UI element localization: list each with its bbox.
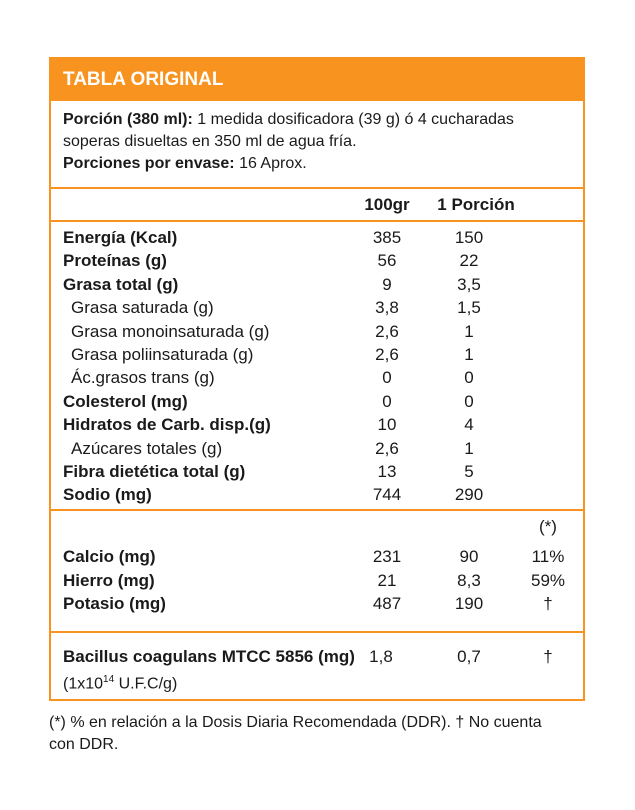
nutrient-portion-value: 0 — [464, 368, 474, 388]
portion-line-2: soperas disueltas en 350 ml de agua fría. — [63, 133, 357, 150]
nutrient-label: Hidratos de Carb. disp.(g) — [63, 415, 271, 435]
nutrient-label: Sodio (mg) — [63, 485, 152, 505]
footnote-line-2: con DDR. — [49, 736, 119, 753]
portion-label: Porción (380 ml): — [63, 111, 193, 128]
mineral-ddr-value: † — [543, 594, 553, 613]
nutrient-label: Grasa poliinsaturada (g) — [71, 345, 254, 364]
mineral-portion-value: 90 — [459, 547, 479, 566]
divider — [51, 187, 583, 189]
column-header-100g: 100gr — [364, 195, 410, 214]
nutrient-portion-value: 1 — [464, 438, 474, 458]
nutrient-portion-value: 150 — [454, 228, 484, 247]
probiotic-ddr-value: † — [543, 647, 553, 666]
nutrient-label: Grasa total (g) — [63, 274, 179, 294]
nutrient-label: Energía (Kcal) — [63, 228, 178, 247]
nutrient-100g-value: 744 — [372, 485, 402, 505]
nutrient-label: Colesterol (mg) — [63, 391, 188, 411]
footnote — [49, 712, 594, 756]
probiotic-label: Bacillus coagulans MTCC 5856 (mg) — [63, 647, 355, 666]
probiotic-portion-value: 0,7 — [457, 647, 481, 666]
mineral-portion-value: 8,3 — [457, 570, 481, 590]
nutrient-100g-value: 385 — [372, 228, 402, 247]
nutrient-portion-value: 5 — [464, 462, 474, 481]
nutrient-portion-value: 1 — [464, 345, 474, 364]
mineral-portion-value: 190 — [454, 594, 484, 613]
nutrient-100g-value: 56 — [377, 251, 397, 271]
mineral-label: Hierro (mg) — [63, 570, 155, 590]
nutrient-label: Proteínas (g) — [63, 251, 167, 271]
nutrient-portion-value: 0 — [464, 391, 474, 411]
servings-value: 16 Aprox. — [234, 155, 307, 172]
nutrient-100g-value: 0 — [382, 391, 392, 411]
nutrient-portion-value: 4 — [464, 415, 474, 435]
divider — [51, 220, 583, 222]
portion-line-1 — [63, 109, 514, 130]
nutrient-portion-value: 1 — [464, 321, 474, 341]
nutrient-100g-value: 10 — [377, 415, 397, 435]
probiotic-count: ($1x10^{14}$ U.F.C/g) — [63, 674, 178, 693]
nutrient-portion-value: 1,5 — [457, 298, 481, 318]
servings-line — [63, 153, 307, 174]
nutrient-100g-value: 2,6 — [375, 321, 399, 341]
nutrient-label: Grasa monoinsaturada (g) — [71, 321, 270, 341]
divider — [51, 631, 583, 633]
nutrient-portion-value: 3,5 — [457, 274, 481, 294]
nutrient-portion-value: 290 — [454, 485, 484, 505]
mineral-label: Calcio (mg) — [63, 547, 156, 566]
nutrient-portion-value: 22 — [459, 251, 479, 271]
mineral-100g-value: 21 — [377, 570, 397, 590]
nutrient-label: Azúcares totales (g) — [71, 438, 223, 458]
nutrient-label: Ác.grasos trans (g) — [71, 368, 215, 388]
portion-text: 1 medida dosificadora (39 g) ó 4 cucharadas — [192, 111, 514, 128]
mineral-ddr-value: 11% — [531, 547, 565, 566]
mineral-label: Potasio (mg) — [63, 594, 166, 613]
nutrition-table — [49, 57, 585, 701]
footnote-line-1: (*) % en relación a la Dosis Diaria Recomendada (DDR). † No cuenta — [49, 714, 542, 731]
divider — [51, 509, 583, 511]
probiotic-100g-value: 1,8 — [369, 647, 393, 666]
nutrient-100g-value: 2,6 — [375, 345, 399, 364]
column-header-portion: 1 Porción — [437, 195, 515, 214]
mineral-100g-value: 487 — [372, 594, 402, 613]
ddr-column-header: (*) — [539, 517, 557, 536]
table-title: TABLA ORIGINAL — [51, 59, 583, 101]
nutrient-label: Grasa saturada (g) — [71, 298, 214, 318]
nutrient-100g-value: 13 — [377, 462, 397, 481]
nutrient-100g-value: 3,8 — [375, 298, 399, 318]
mineral-ddr-value: 59% — [530, 570, 566, 590]
servings-label: Porciones por envase: — [63, 155, 235, 172]
nutrient-100g-value: 9 — [382, 274, 392, 294]
nutrient-100g-value: 2,6 — [375, 438, 399, 458]
nutrient-label: Fibra dietética total (g) — [63, 462, 246, 481]
nutrient-100g-value: 0 — [382, 368, 392, 388]
mineral-100g-value: 231 — [372, 547, 402, 566]
